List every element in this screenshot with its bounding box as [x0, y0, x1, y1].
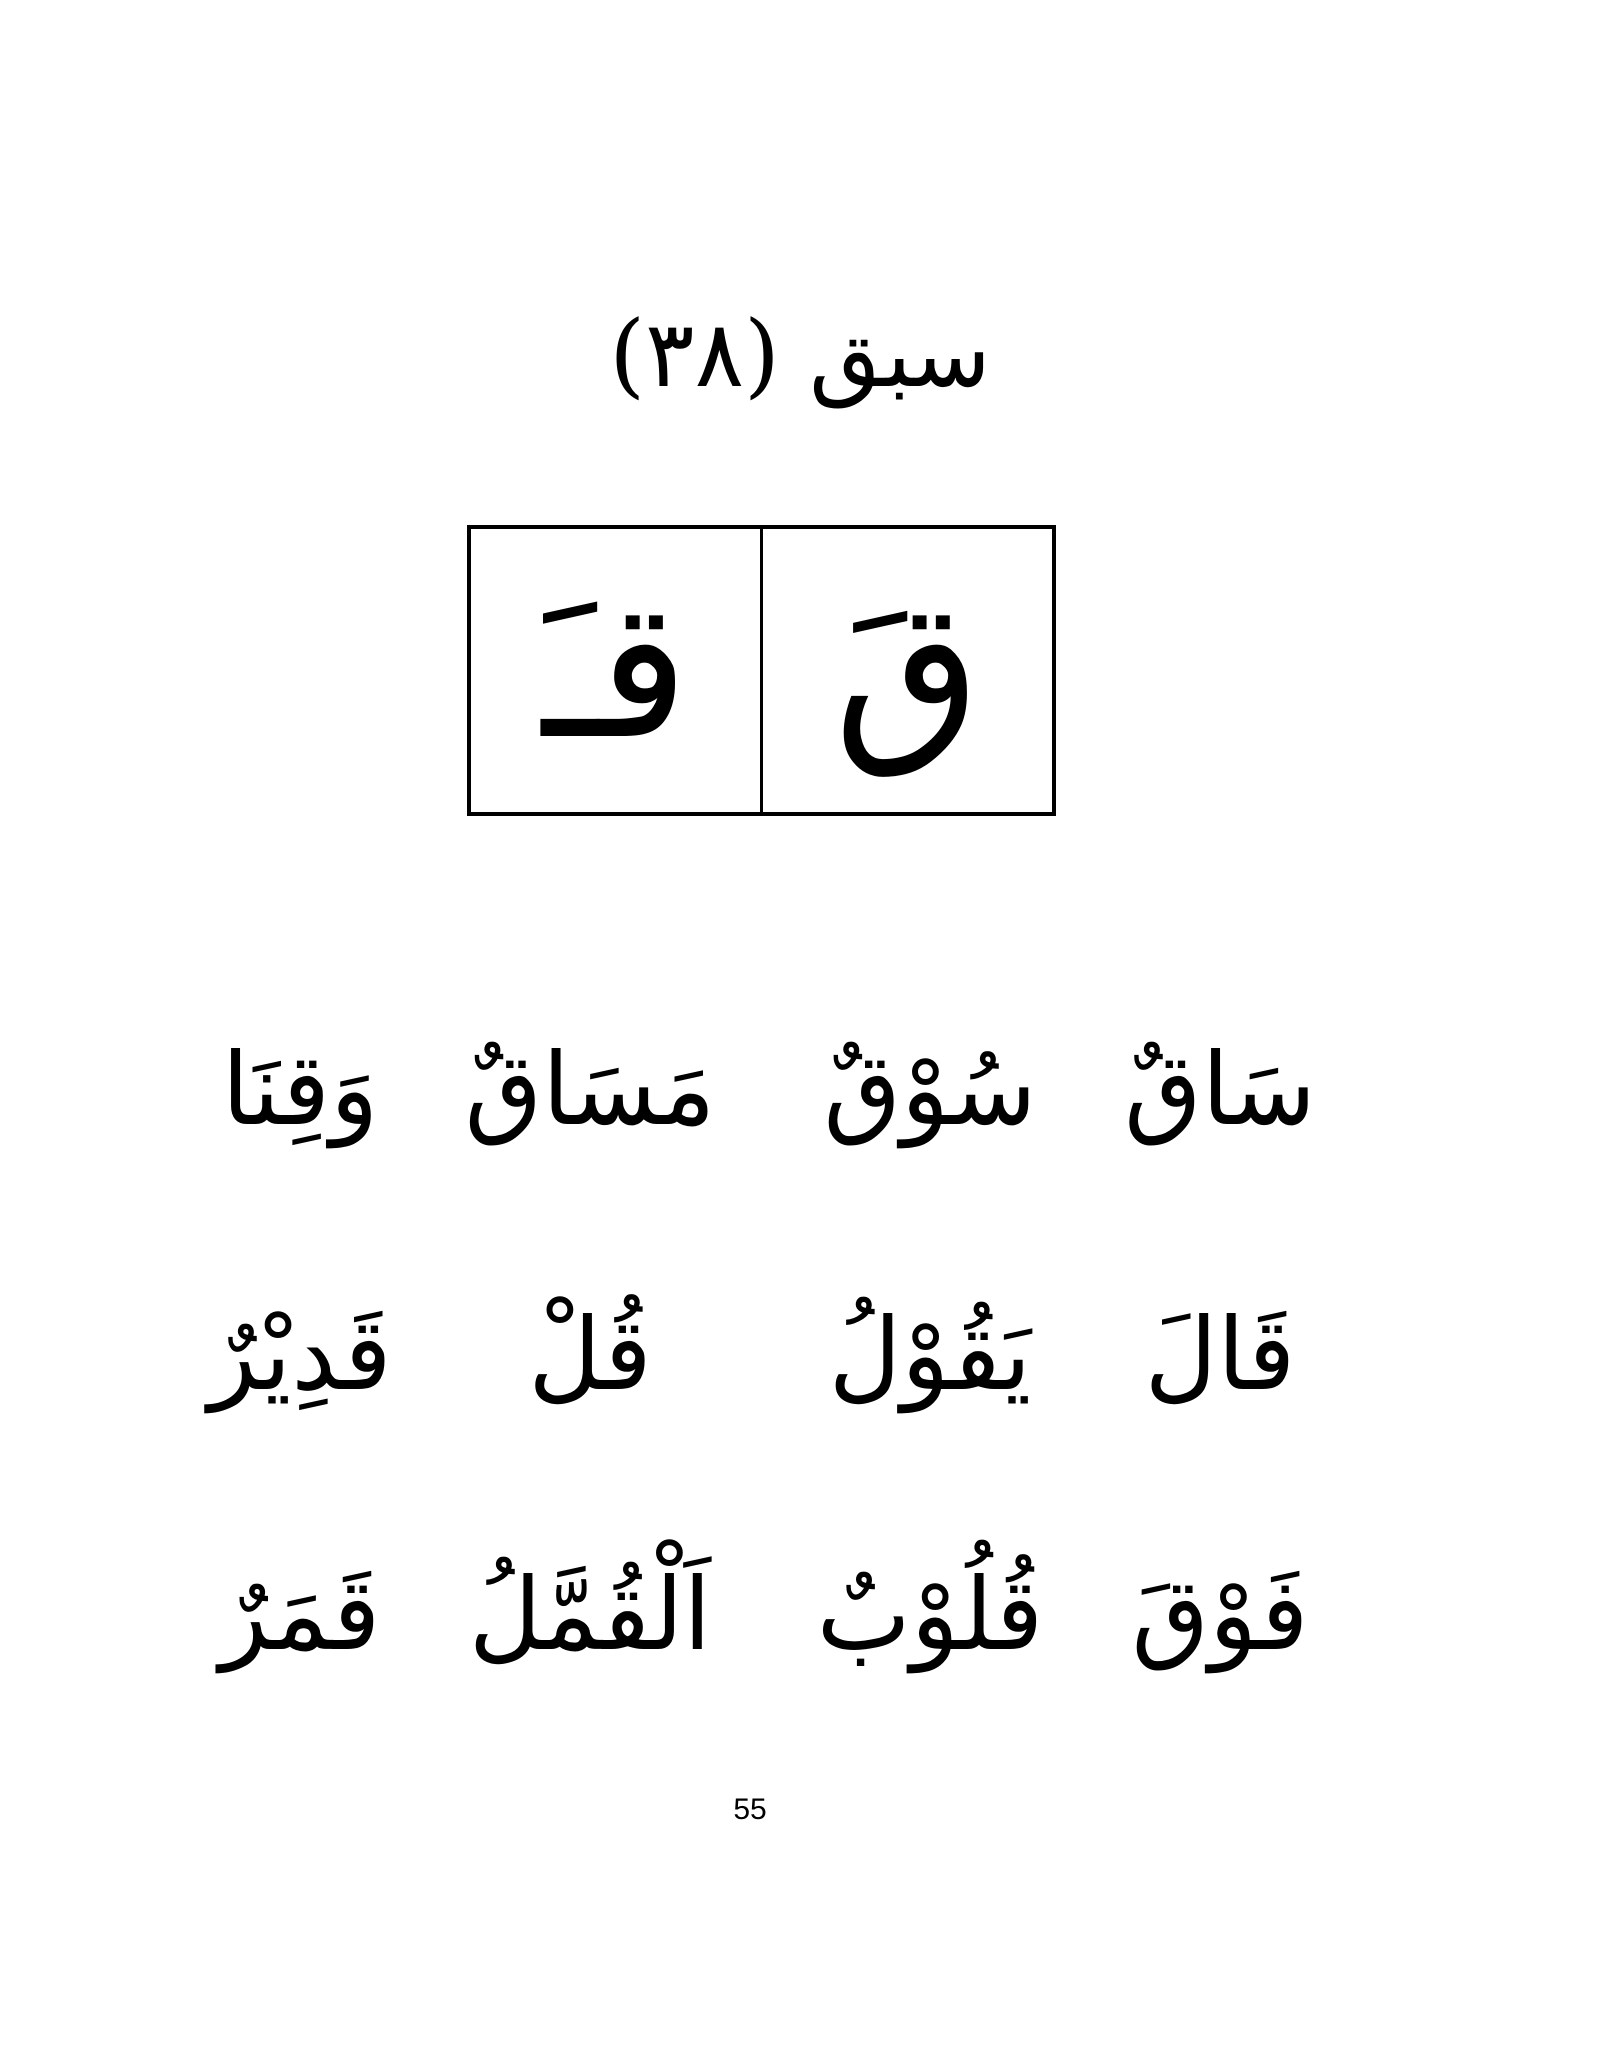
word-item: قُلْ [528, 1296, 652, 1413]
word-item: قَمَرٌ [219, 1556, 381, 1673]
word-item: فَوْقَ [1131, 1556, 1309, 1673]
word-item: يَقُوْلُ [828, 1296, 1032, 1413]
word-item: سُوْقٌ [823, 1031, 1037, 1148]
word-row [0, 1265, 1600, 1445]
page-number: 55 [733, 1793, 767, 1826]
word-item: وَقِنَا [221, 1031, 379, 1148]
word-item: قَالَ [1144, 1296, 1296, 1413]
word-item: اَلْقُمَّلُ [468, 1556, 712, 1673]
word-item: قَدِيْرٌ [208, 1296, 392, 1413]
word-row [0, 1000, 1600, 1180]
letter-isolated-form: قَ [833, 559, 982, 781]
word-item: قُلُوْبٌ [816, 1556, 1044, 1673]
word-item: سَاقٌ [1124, 1031, 1316, 1148]
word-row [0, 1525, 1600, 1705]
word-item: مَسَاقٌ [464, 1031, 716, 1148]
letter-forms-box [467, 525, 1056, 816]
lesson-title: سبق (۳۸) [609, 301, 991, 408]
letter-initial-form: قـَ [471, 529, 763, 812]
